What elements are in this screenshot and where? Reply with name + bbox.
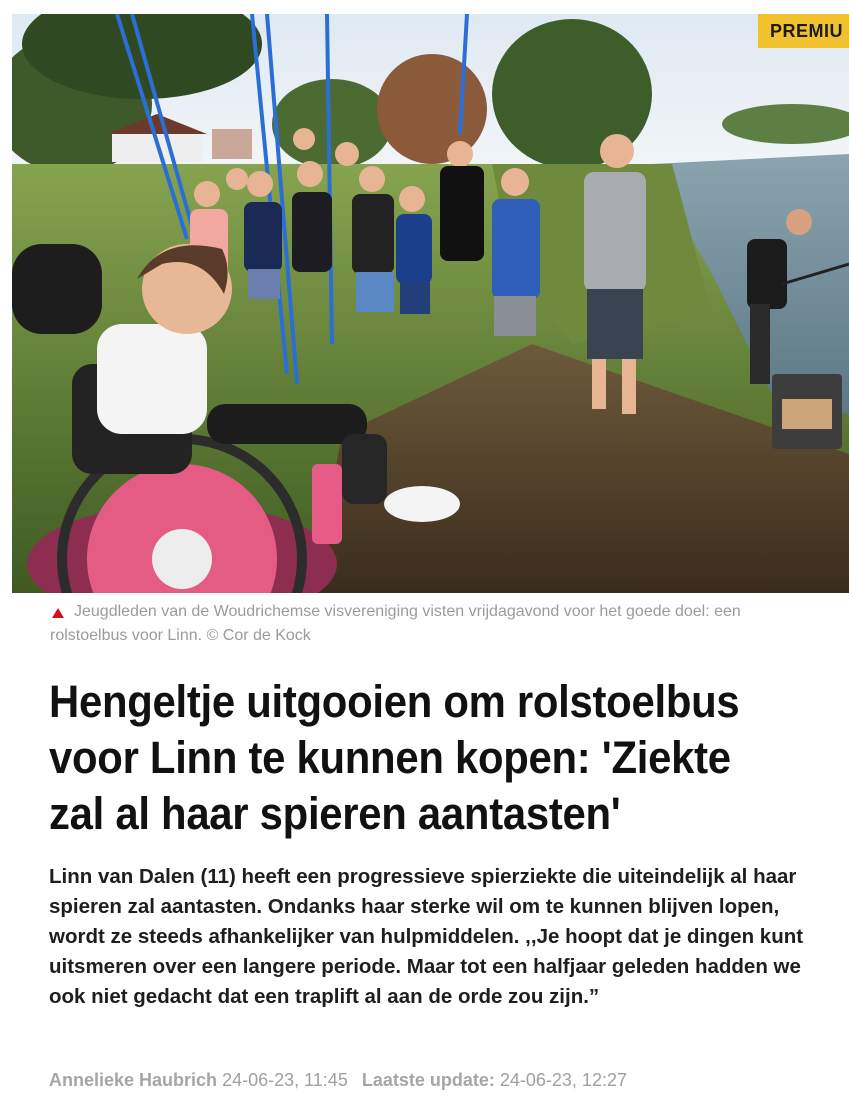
photo-caption-block — [50, 600, 820, 648]
premium-badge[interactable]: PREMIU — [758, 14, 849, 48]
article-intro: Linn van Dalen (11) heeft een progressieve spierziekte die uiteindelijk al haar spieren zal aantasten. Ondanks haar sterke wil om te kunnen blijven lopen, wordt ze steeds afhankelijker van hulpmiddelen. ,,Je hoopt dat je dingen kunt uitsmeren over een langere periode. Maar tot een halfjaar geleden hadden we ook niet gedacht dat een traplift al aan de orde zou zijn.” — [49, 865, 804, 1008]
article-headline: Hengeltje uitgooien om rolstoelbus voor Linn te kunnen kopen: 'Ziekte zal al haar spieren aantasten' — [49, 676, 740, 839]
update-date: 24-06-23, 12:27 — [499, 1070, 627, 1090]
article-byline — [49, 1068, 839, 1092]
author-name[interactable]: Annelieke Haubrich — [49, 1070, 218, 1090]
hero-photo-illustration — [12, 14, 849, 593]
photo-caption: Jeugdleden van de Woudrichemse visvereniging visten vrijdagavond voor het goede doel: een rolstoelbus voor Linn. © Cor de Kock — [50, 603, 741, 644]
hero-photo[interactable] — [12, 14, 849, 593]
publish-date: 24-06-23, 11:45 — [222, 1070, 348, 1090]
update-label: Laatste update: — [361, 1070, 495, 1090]
